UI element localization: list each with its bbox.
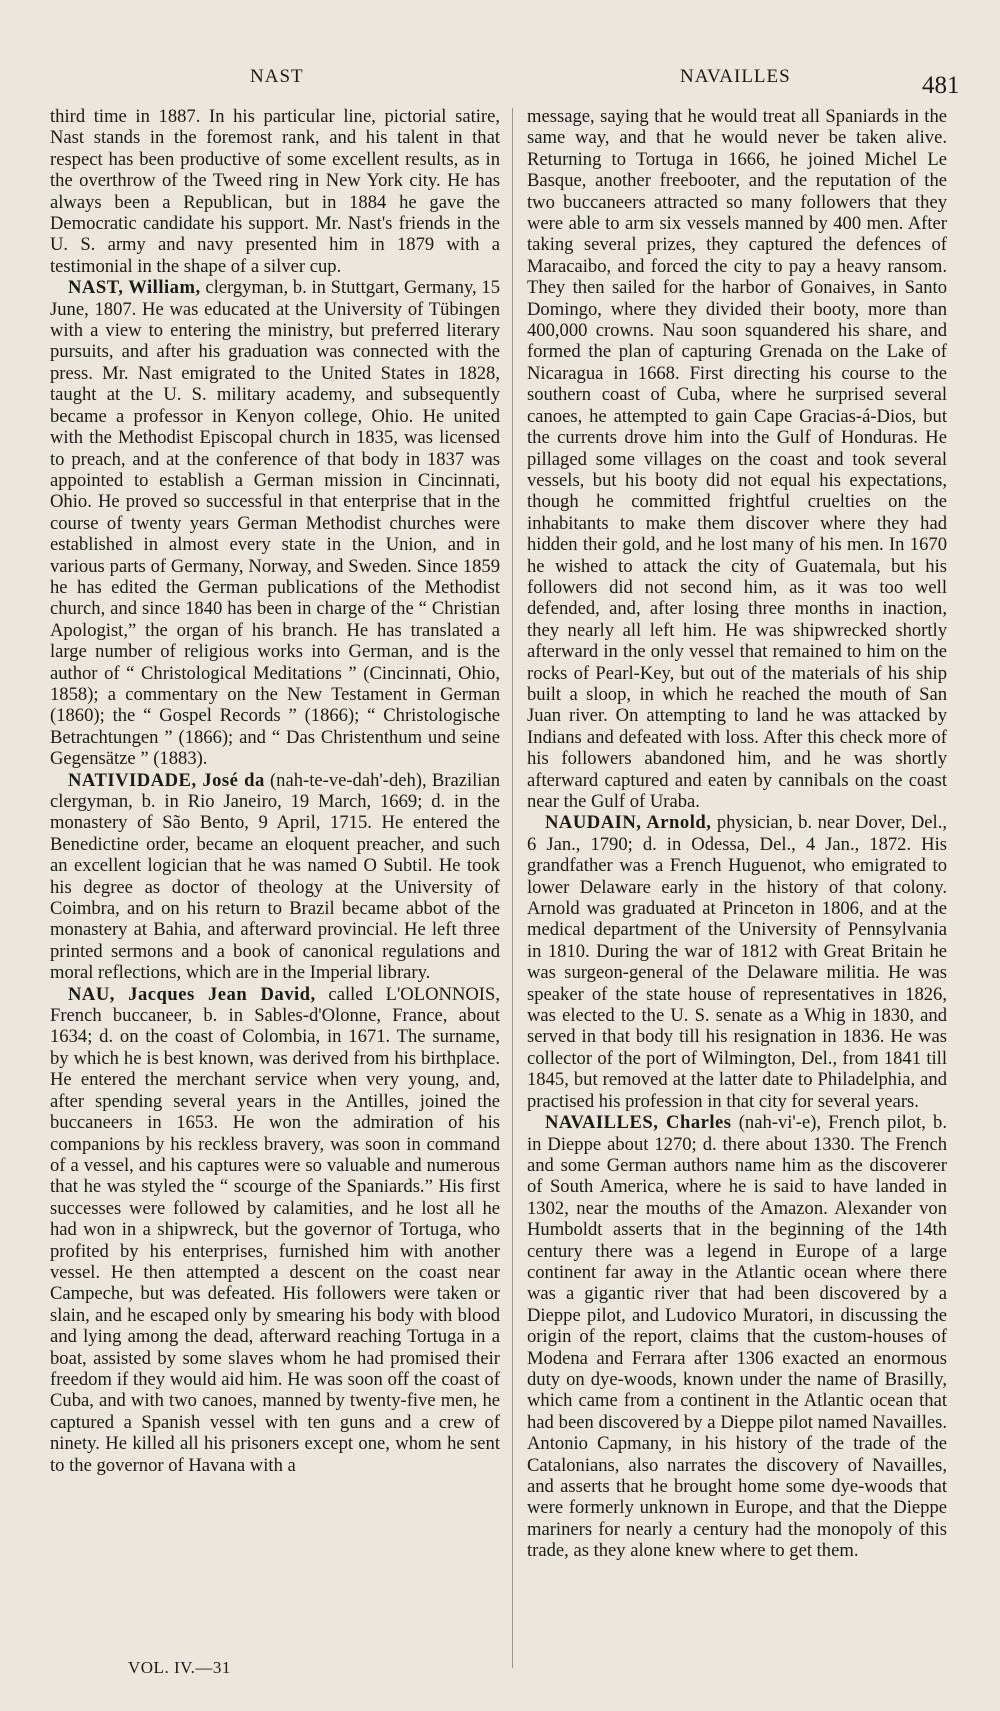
column-divider (512, 108, 513, 1668)
entry-text: called L'OLONNOIS, French buccaneer, b. in Sables-d'Olonne, France, about 1634; d. on the coast of Colombia, in 1671. The surname, by which he is best known, was derived from his birthplace. He entered the merchant service when very young, and, after spending several years in the Antilles, joined the buccaneers in 1653. He won the admiration of his companions by his reckless bravery, was soon in command of a vessel, and his captures were so valuable and numerous that he was styled the “ scourge of the Spaniards.” His first successes were followed by calamities, and he lost all he had won in a shipwreck, but the governor of Tortuga, who profited by his enterprises, furnished him with another vessel. He then attempted a descent on the coast near Campeche, but was defeated. His followers were taken or slain, and he escaped only by smearing his body with blood and lying among the dead, afterward reaching Tortuga in a boat, assisted by some slaves whom he had promised their freedom if they would aid him. He was soon off the coast of Cuba, and with two canoes, manned by twenty-five men, he captured a Spanish vessel with ten guns and a crew of ninety. He killed all his prisoners except one, whom he sent to the governor of Havana with a (50, 983, 500, 1476)
entry-text: third time in 1887. In his particular line, pictorial satire, Nast stands in the foremost rank, and his talent in that respect has been productive of some excellent results, as in the overthrow of the Tweed ring in New York city. He has always been a Republican, but in 1884 he gave the Democratic candidate his support. Mr. Nast's friends in the U. S. army and navy presented him in 1879 with a testimonial in the shape of a silver cup. (50, 106, 500, 277)
running-head-right: NAVAILLES (680, 66, 791, 87)
entry-headword: NAST, William, (68, 277, 201, 299)
entry-text: physician, b. near Dover, Del., 6 Jan., 1790; d. in Odessa, Del., 4 Jan., 1872. His grandfather was a French Huguenot, who emigrated to lower Delaware early in the history of that colony. Arnold was graduated at Princeton in 1806, and at the medical department of the University of Pennsylvania in 1810. During the war of 1812 with Great Britain he was surgeon-general of the Delaware militia. He was speaker of the state house of representatives in 1826, was elected to the U. S. senate as a Whig in 1830, and served in that body till his resignation in 1836. He was collector of the port of Wilmington, Del., from 1841 till 1845, but removed at the latter date to Philadelphia, and practised his profession in that city for several years. (527, 812, 947, 1112)
entry-nast-thomas-continued (50, 106, 500, 277)
entry-text: (nah-vi'-e), French pilot, b. in Dieppe about 1270; d. there about 1330. The French and some German authors name him as the discoverer of South America, where he is said to have landed in 1302, near the mouths of the Amazon. Alexander von Humboldt asserts that in the beginning of the 14th century there was a legend in Europe of a large continent far away in the Atlantic ocean where there was a gigantic river that had been discovered by a Dieppe pilot, and Ludovico Muratori, in discussing the origin of the report, claims that the custom-houses of Modena and Ferrara after 1306 exacted an enormous duty on dye-woods, known under the name of Brasilly, which came from a continent in the Atlantic ocean that had been discovered by a Dieppe pilot named Navailles. Antonio Capmany, in his history of the trade of the Catalonians, also narrates the discovery of Navailles, and asserts that he brought home some dye-woods that were formerly unknown in Europe, and that the Dieppe mariners for nearly a century had the monopoly of this trade, as they alone knew where to get them. (527, 1112, 947, 1562)
running-head-left: NAST (250, 66, 304, 87)
entry-nau (50, 984, 500, 1476)
entry-headword: NAU, Jacques Jean David, (68, 983, 316, 1005)
right-column (527, 106, 947, 1562)
entry-navailles (527, 1112, 947, 1562)
entry-text: message, saying that he would treat all Spaniards in the same way, and that he would never be taken alive. Returning to Tortuga in 1666, he joined Michel Le Basque, another freebooter, and the reputation of the two buccaneers attracted so many followers that they were able to arm six vessels manned by 400 men. After taking several prizes, they captured the defences of Maracaibo, and forced the city to pay a heavy ransom. They then sailed for the harbor of Gonaives, in Santo Domingo, where they divided their booty, more than 400,000 crowns. Nau soon squandered his share, and formed the plan of capturing Grenada on the Lake of Nicaragua in 1668. First directing his course to the southern coast of Cuba, where he surprised several canoes, he attempted to gain Cape Gracias-á-Dios, but the currents drove him into the Gulf of Honduras. He pillaged some villages on the coast and took several vessels, but his booty did not equal his expectations, though he committed frightful cruelties on the inhabitants to make them discover where they had hidden their gold, and he lost many of his men. In 1670 he wished to attack the city of Guatemala, but his followers did not second him, as it was too well defended, and, after losing three months in inaction, they nearly all left him. He was shipwrecked shortly afterward in the only vessel that remained to him on the rocks of Pearl-Key, but out of the materials of his ship built a sloop, in which he reached the mouth of San Juan river. On attempting to land he was attacked by Indians and defeated with loss. After this check more of his followers abandoned him, and he was shortly afterward captured and eaten by cannibals on the coast near the Gulf of Uraba. (527, 106, 947, 812)
entry-nast-william (50, 277, 500, 769)
volume-signature: VOL. IV.—31 (128, 1658, 231, 1677)
left-column (50, 106, 500, 1476)
page-number: 481 (922, 72, 960, 99)
entry-natividade (50, 770, 500, 984)
entry-headword: NAVAILLES, Charles (545, 1112, 732, 1134)
entry-naudain (527, 812, 947, 1112)
entry-text: (nah-te-ve-dah'-deh), Brazilian clergyman, b. in Rio Janeiro, 19 March, 1669; d. in the monastery of São Bento, 9 April, 1715. He entered the Benedictine order, became an eloquent preacher, and such an excellent logician that he was named O Subtil. He took his degree as doctor of theology at the University of Coimbra, and on his return to Brazil became abbot of the monastery at Bahia, and afterward provincial. He left three printed sermons and a book of canonical regulations and moral reflections, which are in the Imperial library. (50, 769, 500, 984)
entry-text: clergyman, b. in Stuttgart, Germany, 15 June, 1807. He was educated at the University of Tübingen with a view to entering the ministry, but preferred literary pursuits, and after his graduation was connected with the press. Mr. Nast emigrated to the United States in 1828, taught at the U. S. military academy, and subsequently became a professor in Kenyon college, Ohio. He united with the Methodist Episcopal church in 1835, was licensed to preach, and at the conference of that body in 1837 was appointed to establish a German mission in Cincinnati, Ohio. He proved so successful in that enterprise that in the course of twenty years German Methodist churches were established in almost every state in the Union, and in various parts of Germany, Norway, and Sweden. Since 1859 he has edited the German publications of the Methodist church, and since 1840 has been in charge of the “ Christian Apologist,” the organ of his branch. He has translated a large number of religious works into German, and is the author of “ Christological Meditations ” (Cincinnati, Ohio, 1858); a commentary on the New Testament in German (1860); the “ Gospel Records ” (1866); “ Christologische Betrachtungen ” (1866); and “ Das Christenthum und seine Gegensätze ” (1883). (50, 277, 500, 770)
entry-headword: NAUDAIN, Arnold, (545, 812, 712, 834)
entry-nau-continued (527, 106, 947, 812)
entry-headword: NATIVIDADE, José da (68, 769, 265, 791)
